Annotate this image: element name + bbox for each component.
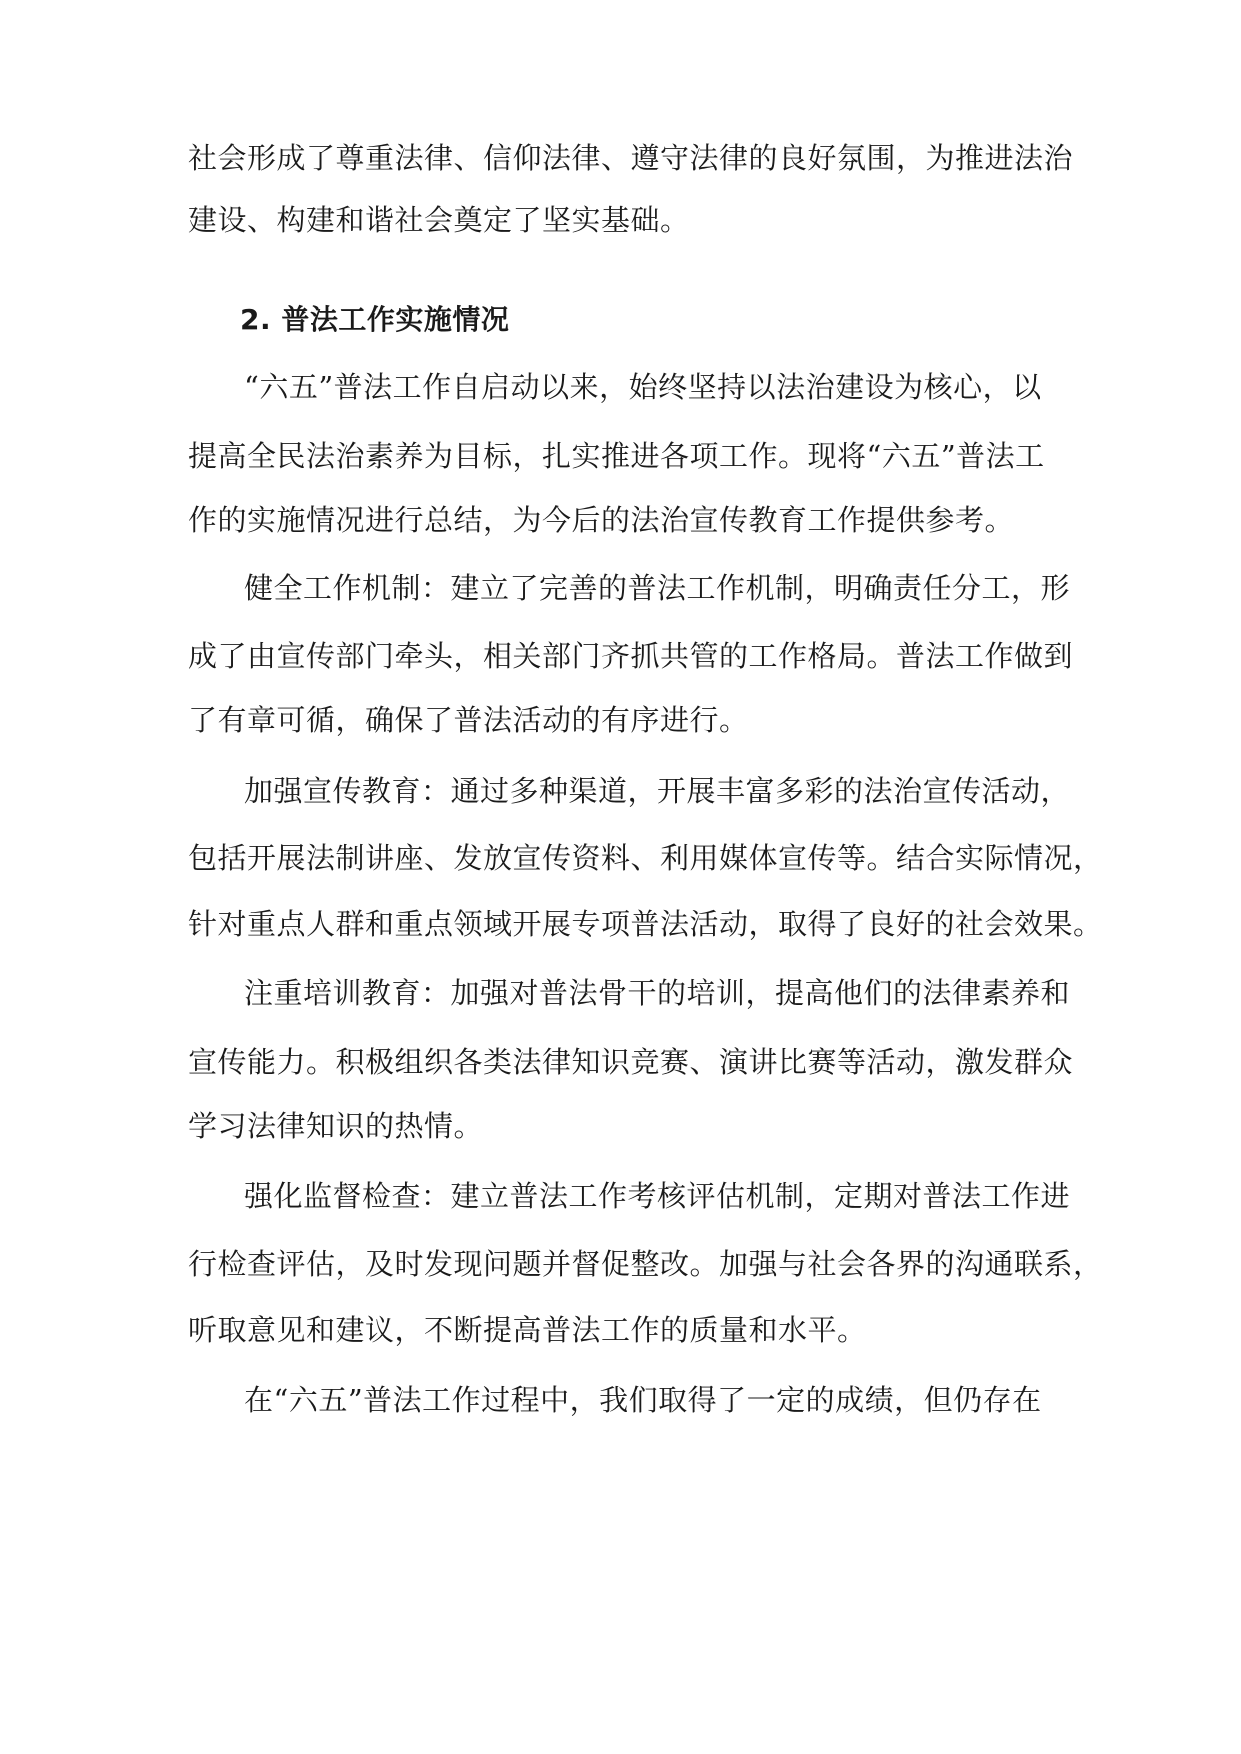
text-line: 强化监督检查：建立普法工作考核评估机制，定期对普法工作进 bbox=[244, 1179, 1071, 1213]
text-line: 针对重点人群和重点领域开展专项普法活动，取得了良好的社会效果。 bbox=[188, 907, 1103, 941]
text-line: 健全工作机制：建立了完善的普法工作机制，明确责任分工，形 bbox=[244, 571, 1071, 605]
text-line: 学习法律知识的热情。 bbox=[188, 1109, 484, 1143]
text-line: 听取意见和建议，不断提高普法工作的质量和水平。 bbox=[188, 1313, 867, 1347]
text-line: 宣传能力。积极组织各类法律知识竞赛、演讲比赛等活动，激发群众 bbox=[188, 1045, 1074, 1079]
text-line: 社会形成了尊重法律、信仰法律、遵守法律的良好氛围，为推进法治 bbox=[188, 141, 1074, 175]
text-line: 包括开展法制讲座、发放宣传资料、利用媒体宣传等。结合实际情况， bbox=[188, 841, 1103, 875]
text-line: 成了由宣传部门牵头，相关部门齐抓共管的工作格局。普法工作做到 bbox=[188, 639, 1074, 673]
text-line: 建设、构建和谐社会奠定了坚实基础。 bbox=[188, 203, 690, 237]
text-line: “六五”普法工作自启动以来，始终坚持以法治建设为核心，以 bbox=[244, 370, 1042, 404]
text-line: 了有章可循，确保了普法活动的有序进行。 bbox=[188, 703, 749, 737]
text-line: 加强宣传教育：通过多种渠道，开展丰富多彩的法治宣传活动， bbox=[244, 774, 1071, 808]
text-line: 作的实施情况进行总结，为今后的法治宣传教育工作提供参考。 bbox=[188, 503, 1015, 537]
text-line: 提高全民法治素养为目标，扎实推进各项工作。现将“六五”普法工 bbox=[188, 439, 1045, 473]
text-line: 注重培训教育：加强对普法骨干的培训，提高他们的法律素养和 bbox=[244, 976, 1071, 1010]
text-line: 在“六五”普法工作过程中，我们取得了一定的成绩，但仍存在 bbox=[244, 1383, 1042, 1417]
text-line: 行检查评估，及时发现问题并督促整改。加强与社会各界的沟通联系， bbox=[188, 1247, 1103, 1281]
section-heading: 2. 普法工作实施情况 bbox=[240, 303, 510, 336]
